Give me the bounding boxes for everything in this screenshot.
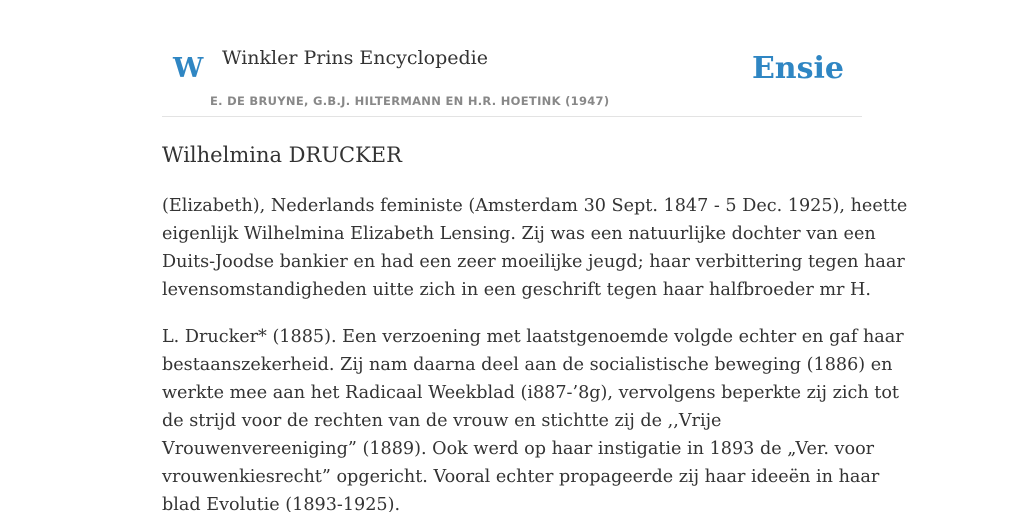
text-line: eigenlijk Wilhelmina Elizabeth Lensing. Zij was een natuurlijke dochter van een — [162, 224, 876, 244]
text-line: werkte mee aan het Radicaal Weekblad (i887-’8g), vervolgens beperkte zij zich tot — [162, 383, 899, 403]
text-line: blad Evolutie (1893-1925). — [162, 495, 401, 512]
text-line: (Elizabeth), Nederlands feministe (Amsterdam 30 Sept. 1847 - 5 Dec. 1925), heette — [162, 196, 908, 216]
article-paragraph-2 — [162, 323, 904, 512]
article-title: Wilhelmina DRUCKER — [162, 143, 402, 167]
article — [162, 138, 908, 512]
ensie-brand-logo[interactable]: Ensie — [751, 51, 844, 86]
article-paragraph-1 — [162, 192, 908, 304]
authors-line: E. DE BRUYNE, G.B.J. HILTERMANN EN H.R. HOETINK (1947) — [210, 94, 610, 108]
site-header — [162, 0, 862, 117]
encyclopedia-title[interactable]: Winkler Prins Encyclopedie — [222, 47, 488, 69]
text-line: de strijd voor de rechten van de vrouw en stichtte zij de ,,Vrije — [162, 411, 722, 431]
text-line: levensomstandigheden uitte zich in een geschrift tegen haar halfbroeder mr H. — [162, 280, 871, 300]
text-line: Vrouwenvereeniging” (1889). Ook werd op haar instigatie in 1893 de „Ver. voor — [162, 439, 875, 459]
w-logo-icon[interactable]: W — [173, 53, 204, 84]
text-line: vrouwenkiesrecht” opgericht. Vooral echter propageerde zij haar ideeën in haar — [162, 467, 880, 487]
text-line: L. Drucker* (1885). Een verzoening met laatstgenoemde volgde echter en gaf haar — [162, 327, 904, 347]
text-line: Duits-Joodse bankier en had een zeer moeilijke jeugd; haar verbittering tegen haar — [162, 252, 905, 272]
text-line: bestaanszekerheid. Zij nam daarna deel aan de socialistische beweging (1886) en — [162, 355, 893, 375]
